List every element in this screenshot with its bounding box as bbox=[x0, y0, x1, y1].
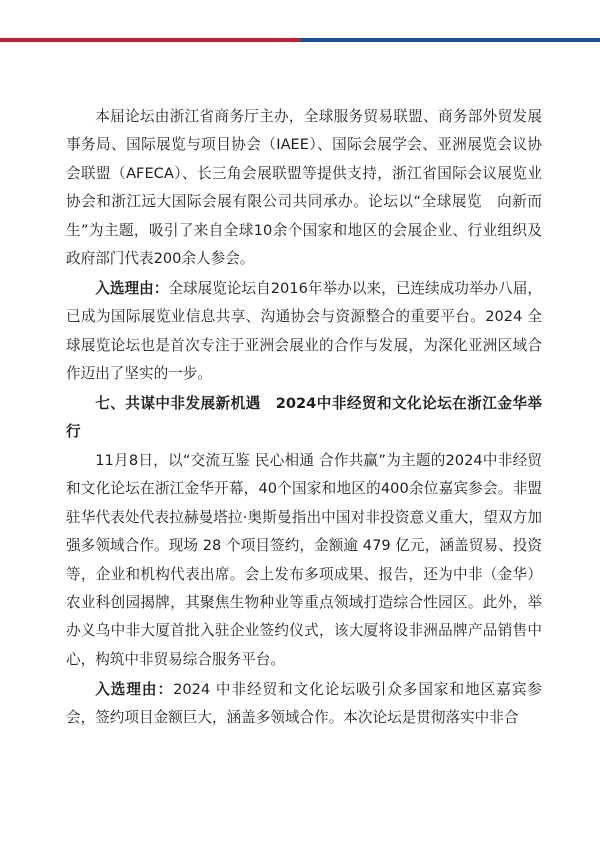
article-body bbox=[66, 103, 542, 734]
selection-reason-label: 入选理由： bbox=[95, 279, 169, 297]
selection-reason-text: 2024 中非经贸和文化论坛吸引众多国家和地区嘉宾参会，签约项目金额巨大，涵盖多领域合作。本次论坛是贯彻落实中非合 bbox=[66, 680, 542, 727]
selection-reason-text: 全球展览论坛自2016年举办以来，已连续成功举办八届，已成为国际展览业信息共享、沟通协会与资源整合的重要平台。2024 全球展览论坛也是首次专注于亚洲会展业的合作与发展，为深化亚洲区域合作迈出了坚实的一步。 bbox=[66, 279, 542, 383]
paragraph-selection-reason-2 bbox=[66, 676, 542, 733]
paragraph-china-africa-forum: 11月8日，以“交流互鉴 民心相通 合作共赢”为主题的2024中非经贸和文化论坛在浙江金华开幕，40个国家和地区的400余位嘉宾参会。非盟驻华代表处代表拉赫曼塔拉·奥斯曼指出中国对非投资意义重大，望双方加强多领域合作。现场 28 个项目签约，金额逾 479 亿元，涵盖贸易、投资等，企业和机构代表出席。会上发布多项成果、报告，还为中非（金华）农业科创园揭牌，其聚焦生物种业等重点领域打造综合性园区。此外，举办义乌中非大厦首批入驻企业签约仪式，该大厦将设非洲品牌产品销售中心，构筑中非贸易综合服务平台。 bbox=[66, 451, 542, 668]
header-color-bar bbox=[0, 38, 600, 42]
selection-reason-label: 入选理由： bbox=[95, 680, 174, 698]
header-bar-blue bbox=[300, 38, 600, 42]
section-7-heading: 七、共谋中非发展新机遇 2024中非经贸和文化论坛在浙江金华举行 bbox=[66, 395, 542, 441]
paragraph-forum-organizers: 本届论坛由浙江省商务厅主办，全球服务贸易联盟、商务部外贸发展事务局、国际展览与项目协会（IAEE）、国际会展学会、亚洲展览会议协会联盟（AFECA）、长三角会展联盟等提供支持，浙江省国际会议展览业协会和浙江远大国际会展有限公司共同承办。论坛以“全球展览 向新而生”为主题，吸引了来自全球10余个国家和地区的会展企业、行业组织及政府部门代表200余人参会。 bbox=[66, 108, 542, 268]
paragraph-selection-reason-1 bbox=[66, 275, 542, 389]
header-bar-red bbox=[0, 38, 300, 42]
